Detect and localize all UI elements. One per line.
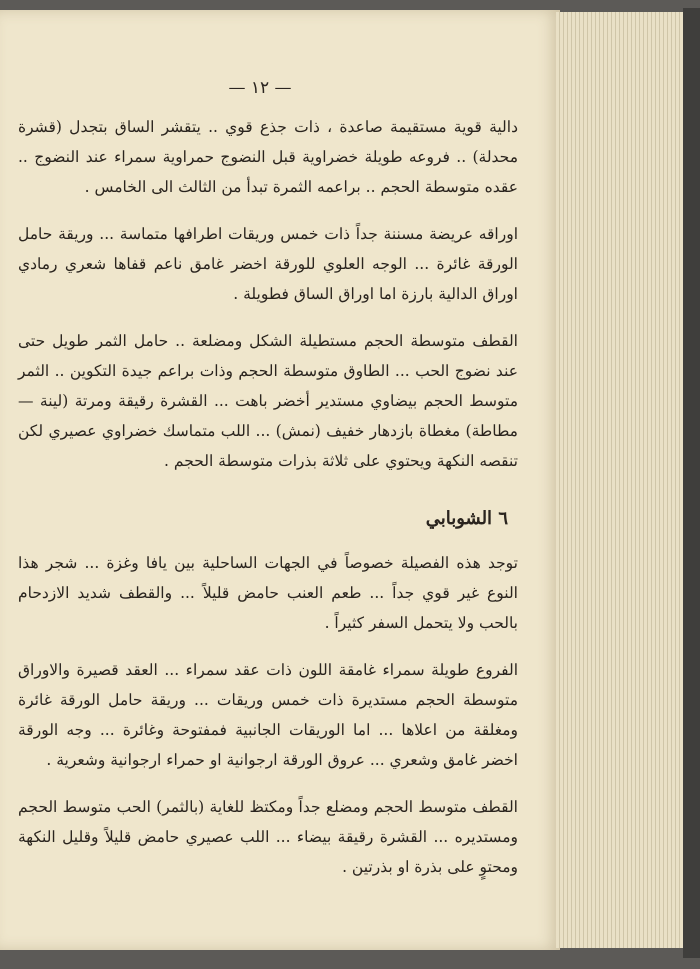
paragraph-distribution: توجد هذه الفصيلة خصوصاً في الجهات الساحلية بين يافا وغزة ... شجر هذا النوع غير قوي جداً ... طعم العنب حامض قليلاً ... والقطف شديد الازدحام بالحب ولا يتحمل السفر كثيراً . <box>18 554 518 632</box>
paragraph-cluster: القطف متوسطة الحجم مستطيلة الشكل ومضلعة .. حامل الثمر طويل حتى عند نضوج الحب ... الطاوق متوسطة الحجم وذات براعم جيدة التكوين .. الثمر متوسط الحجم بيضاوي مستدير أخضر باهت ... القشرة رقيقة ومرتة (لينة — مطاطة) مغطاة بازدهار خفيف (نمش) ... اللب متماسك خضراوي عصيري لكن تنقصه النكهة ويحتوي على ثلاثة بذرات متوسطة الحجم . <box>18 332 518 470</box>
page-edges <box>556 12 689 948</box>
paragraph-vine-description: دالية قوية مستقيمة صاعدة ، ذات جذع قوي .. يتقشر الساق بتجدل (قشرة محدلة) .. فروعه طويلة خضراوية قبل النضوج حمراوية سمراء عند النضوج .. عقده متوسطة الحجم .. براعمه الثمرة تبدأ من الثالث الى الخامس . <box>18 118 518 196</box>
page-text <box>18 112 518 899</box>
section-heading: ٦ الشوبابي <box>425 508 508 529</box>
paragraph-leaves: اوراقه عريضة مسننة جداً ذات خمس وريقات اطرافها متماسة ... وريقة حامل الورقة غائرة ... الوجه العلوي للورقة اخضر غامق ناعم قفاها شعري رمادي اوراق الدالية بارزة اما اوراق الساق فطويلة . <box>18 225 518 303</box>
book-page <box>0 10 560 950</box>
page-number: — ١٢ — <box>228 78 292 98</box>
book-spine <box>683 8 700 958</box>
paragraph-fruit: القطف متوسط الحجم ومضلع جداً ومكتظ للغاية (بالثمر) الحب متوسط الحجم ومستديره ... القشرة رقيقة بيضاء ... اللب عصيري حامض قليلاً وقليل النكهة ومحتوٍ على بذرة او بذرتين . <box>18 798 518 876</box>
paragraph-branches: الفروع طويلة سمراء غامقة اللون ذات عقد سمراء ... العقد قصيرة والاوراق متوسطة الحجم مستديرة ذات خمس وريقات ... وريقة حامل الورقة غائرة ومغلقة من اعلاها ... اما الوريقات الجانبية فمفتوحة وغائرة ... وجه الورقة اخضر غامق وشعري ... عروق الورقة ارجوانية او حمراء ارجوانية وشعرية . <box>18 661 518 769</box>
